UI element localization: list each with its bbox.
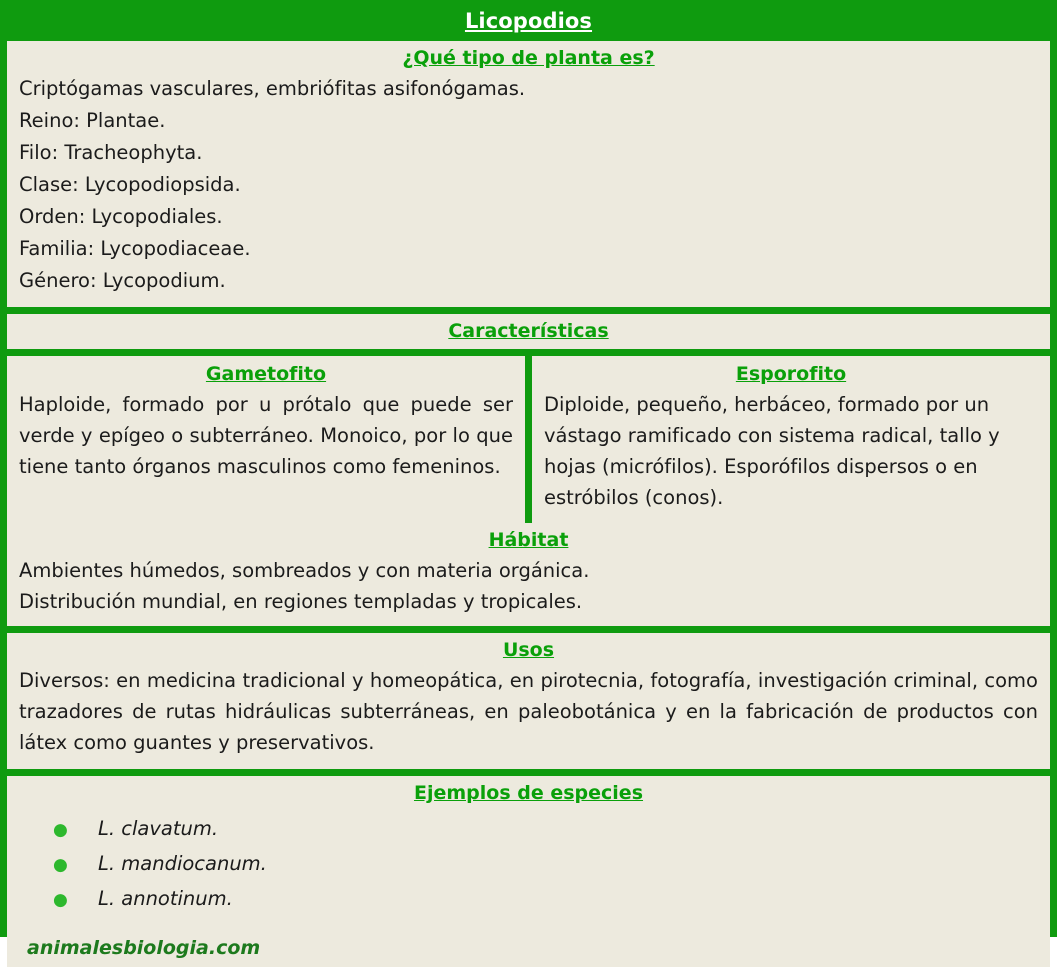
- section-heading-species: Ejemplos de especies: [413, 782, 644, 804]
- card-title-bar: [0, 0, 1057, 41]
- bullet-icon: ●: [53, 820, 68, 840]
- taxonomy-rank-orden: Orden: Lycopodiales.: [19, 205, 223, 228]
- taxonomy-rank-filo: Filo: Tracheophyta.: [19, 141, 203, 164]
- column-sporophyte: [532, 356, 1050, 523]
- section-species-examples: [7, 776, 1050, 967]
- bottom-border-spacer: [0, 967, 1057, 974]
- taxonomy-intro: Criptógamas vasculares, embriófitas asifonógamas.: [19, 77, 526, 100]
- bullet-icon: ●: [53, 855, 68, 875]
- section-heading-habitat: Hábitat: [488, 529, 569, 551]
- taxonomy-rank-reino: Reino: Plantae.: [19, 109, 166, 132]
- species-name: L. clavatum.: [98, 817, 219, 840]
- taxonomy-rank-familia: Familia: Lycopodiaceae.: [19, 237, 251, 260]
- species-list: [7, 812, 1050, 917]
- bullet-icon: ●: [53, 890, 68, 910]
- taxonomy-block: [7, 73, 1050, 307]
- species-name: L. mandiocanum.: [98, 852, 267, 875]
- habitat-line-distribution: Distribución mundial, en regiones templadas y tropicales.: [19, 590, 583, 613]
- site-watermark: animalesbiologia.com: [27, 937, 261, 959]
- section-habitat: [7, 523, 1050, 626]
- uses-description: Diversos: en medicina tradicional y homeopática, en pirotecnia, fotografía, investigación criminal, como trazadores de rutas hidráulicas subterráneas, en paleobotánica y en la fabricación de productos con látex como guantes y preservativos.: [19, 669, 1038, 754]
- section-uses: [7, 633, 1050, 769]
- section-heading-uses: Usos: [502, 639, 555, 661]
- section-heading-characteristics: Características: [448, 320, 609, 342]
- list-item: [53, 847, 1050, 882]
- column-gametophyte: [7, 356, 525, 523]
- list-item: [53, 812, 1050, 847]
- gametophyte-description: Haploide, formado por u prótalo que puede ser verde y epígeo o subterráneo. Monoico, por lo que tiene tanto órganos masculinos como femeninos.: [19, 393, 513, 478]
- characteristics-columns: [7, 356, 1050, 523]
- section-heading-gametophyte: Gametofito: [205, 363, 327, 385]
- section-heading-plant-type: ¿Qué tipo de planta es?: [402, 47, 655, 69]
- section-heading-sporophyte: Esporofito: [735, 363, 847, 385]
- section-plant-type: [7, 41, 1050, 307]
- taxonomy-rank-clase: Clase: Lycopodiopsida.: [19, 173, 241, 196]
- species-name: L. annotinum.: [98, 887, 233, 910]
- section-characteristics-banner: [7, 314, 1050, 349]
- sporophyte-description: Diploide, pequeño, herbáceo, formado por un vástago ramificado con sistema radical, tallo y hojas (micrófilos). Esporófilos dispersos o en estróbilos (conos).: [544, 393, 1000, 509]
- list-item: [53, 882, 1050, 917]
- page-title: Licopodios: [464, 8, 593, 33]
- habitat-line-conditions: Ambientes húmedos, sombreados y con materia orgánica.: [19, 559, 590, 582]
- taxonomy-rank-genero: Género: Lycopodium.: [19, 269, 226, 292]
